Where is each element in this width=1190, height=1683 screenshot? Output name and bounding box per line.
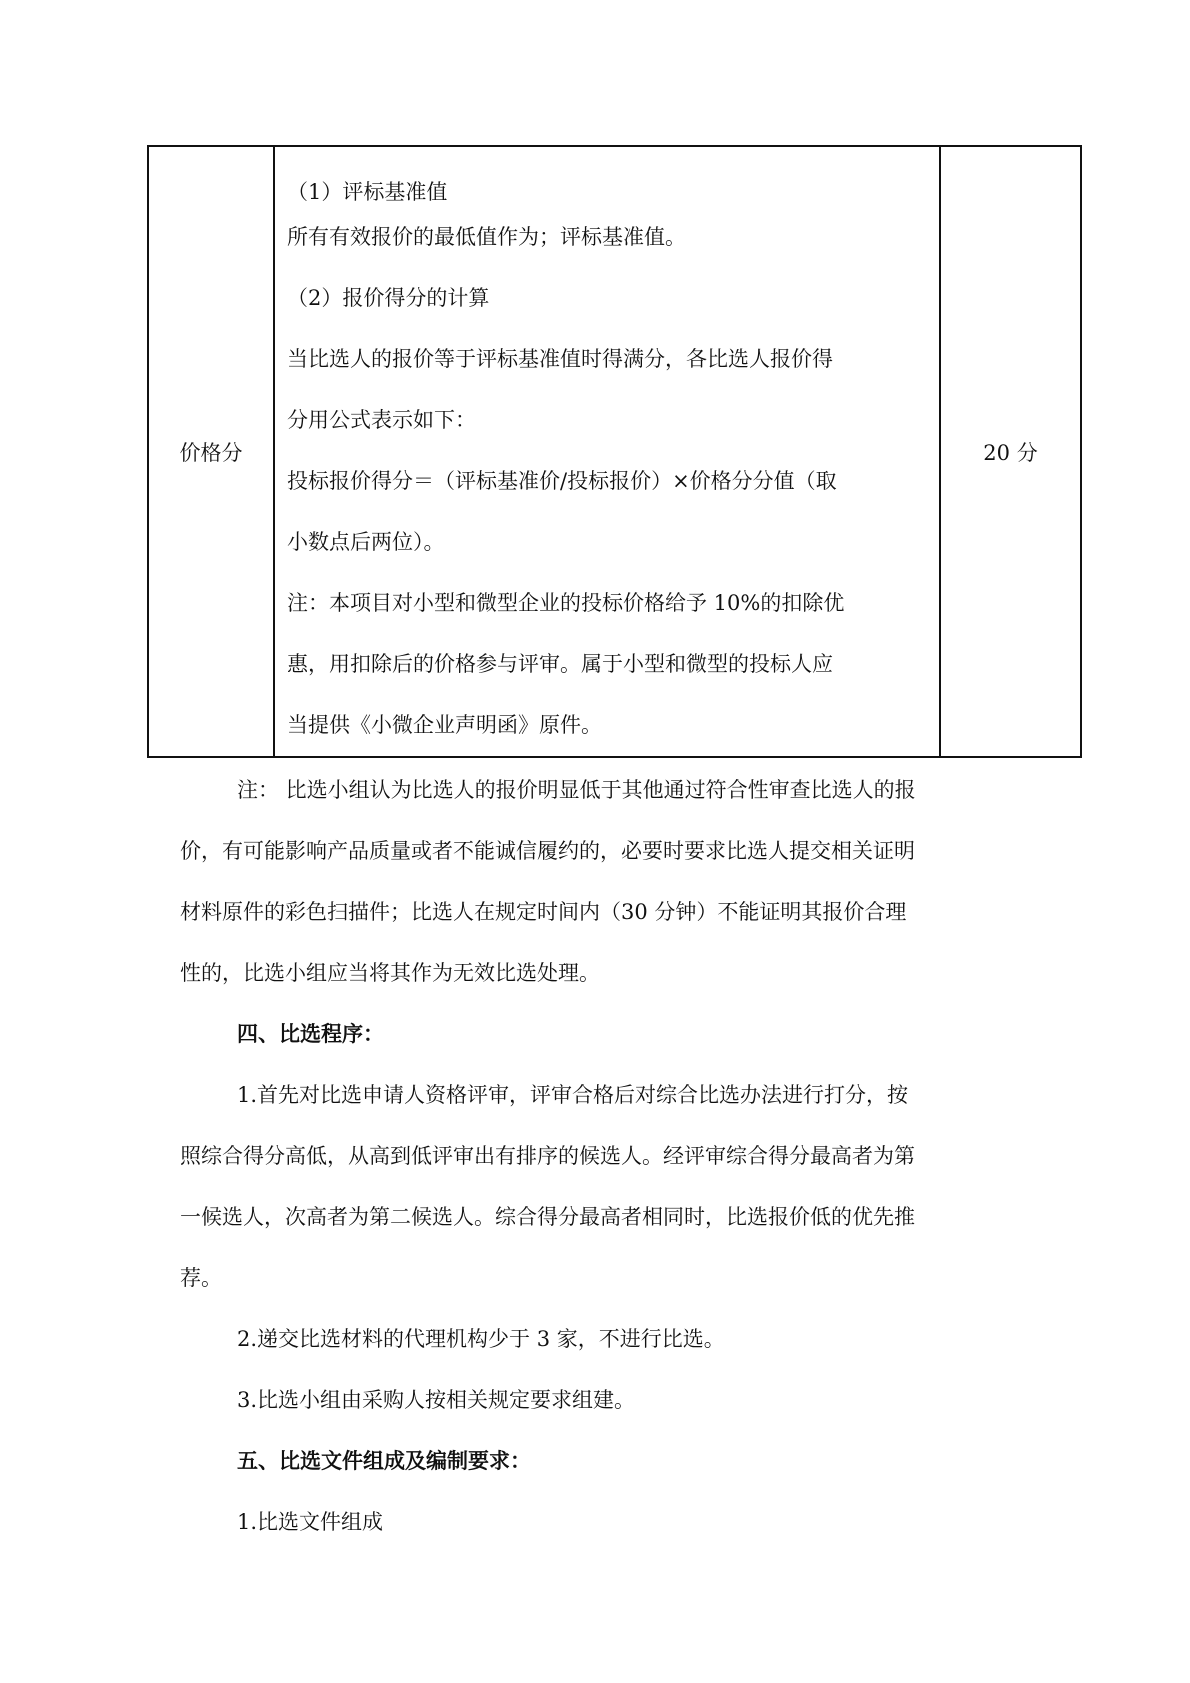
procedure-item-2: 2.递交比选材料的代理机构少于 3 家，不进行比选。 <box>237 1327 725 1351</box>
scoring-table <box>147 145 1082 758</box>
description-line: 所有有效报价的最低值作为；评标基准值。 <box>287 225 686 249</box>
score-cell <box>940 146 1081 757</box>
composition-item-1: 1.比选文件组成 <box>237 1510 384 1534</box>
note-line: 价，有可能影响产品质量或者不能诚信履约的，必要时要求比选人提交相关证明 <box>180 839 915 863</box>
section-heading: 四、比选程序： <box>237 1022 384 1046</box>
note-line: 性的，比选小组应当将其作为无效比选处理。 <box>180 961 600 985</box>
table-row <box>148 146 1081 757</box>
description-line: 注：本项目对小型和微型企业的投标价格给予 10%的扣除优 <box>287 591 845 615</box>
criterion-name-cell <box>148 146 274 757</box>
procedure-line: 荐。 <box>180 1266 222 1290</box>
section-heading: 五、比选文件组成及编制要求： <box>237 1449 531 1473</box>
description-line: （1）评标基准值 <box>287 180 448 204</box>
body-text <box>180 760 1042 1553</box>
note-line: 材料原件的彩色扫描件；比选人在规定时间内（30 分钟）不能证明其报价合理 <box>180 900 907 924</box>
description-line: （2）报价得分的计算 <box>287 286 490 310</box>
description-line: 分用公式表示如下： <box>287 408 476 432</box>
note-paragraph <box>180 760 1042 1004</box>
procedure-line: 一候选人，次高者为第二候选人。综合得分最高者相同时，比选报价低的优先推 <box>180 1205 915 1229</box>
score-value: 20 分 <box>983 440 1038 465</box>
procedure-line: 1.首先对比选申请人资格评审，评审合格后对综合比选办法进行打分，按 <box>237 1083 909 1107</box>
procedure-item-1 <box>180 1065 1042 1309</box>
description-line: 小数点后两位）。 <box>287 530 445 554</box>
criterion-name: 价格分 <box>179 440 243 465</box>
procedure-item-3: 3.比选小组由采购人按相关规定要求组建。 <box>237 1388 636 1412</box>
description-line: 当比选人的报价等于评标基准值时得满分，各比选人报价得 <box>287 347 833 371</box>
criterion-description-cell <box>274 146 940 757</box>
description-line: 惠，用扣除后的价格参与评审。属于小型和微型的投标人应 <box>287 652 833 676</box>
note-line: 注： 比选小组认为比选人的报价明显低于其他通过符合性审查比选人的报 <box>237 778 916 802</box>
description-line: 当提供《小微企业声明函》原件。 <box>287 713 602 737</box>
procedure-line: 照综合得分高低，从高到低评审出有排序的候选人。经评审综合得分最高者为第 <box>180 1144 915 1168</box>
description-line: 投标报价得分＝（评标基准价/投标报价）×价格分分值（取 <box>287 469 837 493</box>
